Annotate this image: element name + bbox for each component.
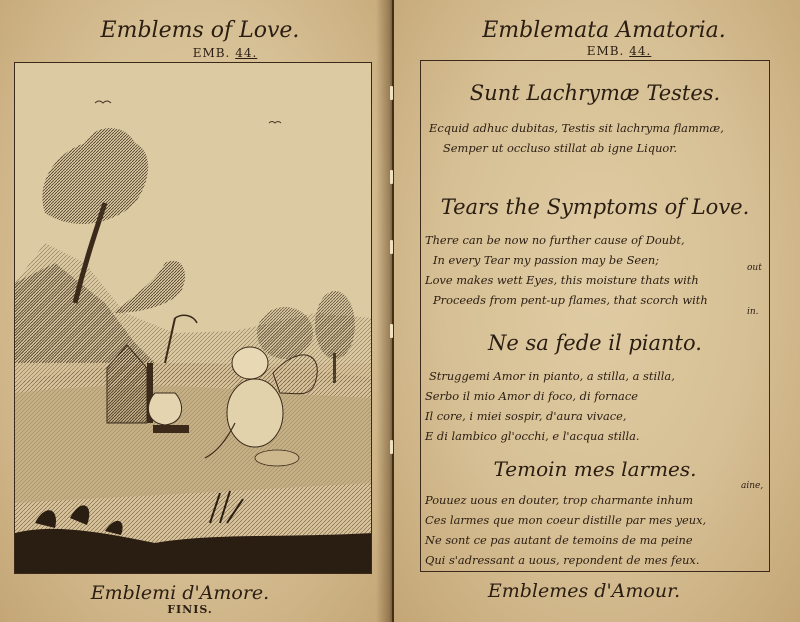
italian-line: E di lambico gl'occhi, e l'acqua stilla. <box>425 429 640 443</box>
right-page-header: Emblemata Amatoria. <box>482 18 726 43</box>
binding-stitch <box>390 324 393 338</box>
english-motto: Tears the Symptoms of Love. <box>440 195 750 219</box>
english-line: Love makes wett Eyes, this moisture thats with <box>425 273 699 287</box>
italian-motto: Ne sa fede il pianto. <box>488 331 702 355</box>
french-line: Ces larmes que mon coeur distille par mes yeux, <box>425 513 707 527</box>
left-page <box>0 0 392 622</box>
engraving-illustration <box>15 63 372 574</box>
french-line: Ne sont ce pas autant de temoins de ma peine <box>425 533 693 547</box>
right-emb-number: 44. <box>629 44 652 58</box>
english-line: In every Tear my passion may be Seen; <box>433 253 660 267</box>
finis-label: FINIS. <box>167 603 213 616</box>
binding-stitch <box>390 240 393 254</box>
right-emb-label <box>544 44 694 58</box>
french-line: Qui s'adressant a uous, repondent de mes feux. <box>425 553 700 567</box>
right-page <box>394 0 800 622</box>
english-line-overflow: out <box>747 263 762 273</box>
french-line: Pouuez uous en douter, trop charmante inhum <box>425 493 694 507</box>
french-line-overflow: aine, <box>741 481 764 491</box>
english-line: Proceeds from pent-up flames, that scorch with <box>433 293 708 307</box>
right-page-caption: Emblemes d'Amour. <box>487 580 681 602</box>
binding-stitch <box>390 440 393 454</box>
left-page-caption: Emblemi d'Amore. <box>90 582 270 604</box>
left-emb-prefix: EMB. <box>192 46 231 60</box>
french-motto: Temoin mes larmes. <box>493 457 697 481</box>
verse-frame <box>420 60 770 572</box>
latin-line: Semper ut occluso stillat ab igne Liquor. <box>443 141 678 155</box>
left-emb-number: 44. <box>235 46 258 60</box>
italian-line: Il core, i miei sospir, d'aura vivace, <box>425 409 627 423</box>
binding-stitch <box>390 86 393 100</box>
latin-line: Ecquid adhuc dubitas, Testis sit lachryma flammæ, <box>429 121 724 135</box>
italian-line: Struggemi Amor in pianto, a stilla, a stilla, <box>429 369 675 383</box>
english-line-overflow: in. <box>747 307 759 317</box>
italian-line: Serbo il mio Amor di foco, di fornace <box>425 389 638 403</box>
left-emb-label <box>150 46 300 60</box>
right-emb-prefix: EMB. <box>586 44 625 58</box>
emblem-engraving <box>14 62 372 574</box>
left-page-header: Emblems of Love. <box>100 18 300 43</box>
latin-motto: Sunt Lachrymæ Testes. <box>469 81 721 105</box>
english-line: There can be now no further cause of Doubt, <box>425 233 685 247</box>
binding-stitch <box>390 170 393 184</box>
